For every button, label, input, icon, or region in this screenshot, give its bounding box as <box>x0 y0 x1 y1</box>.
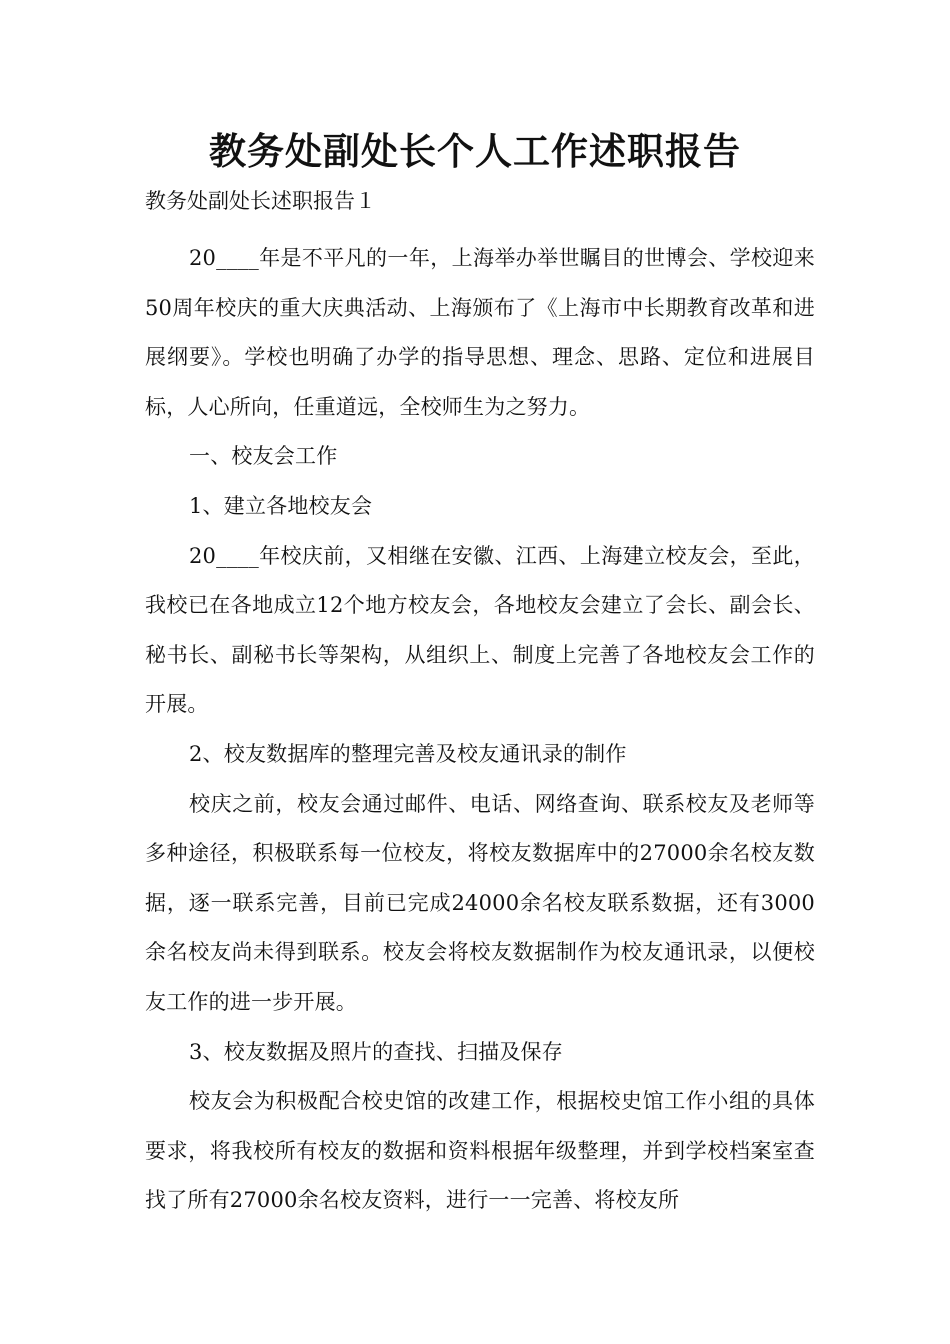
document-subtitle: 教务处副处长述职报告１ <box>145 189 376 213</box>
section-heading: 一、校友会工作 <box>189 444 338 469</box>
paragraph: 20____年是不平凡的一年，上海举办举世瞩目的世博会、学校迎来50周年校庆的重大庆典活动、上海颁布了《上海市中长期教育改革和进展纲要》。学校也明确了办学的指导思想、理念、思路、定位和进展目标，人心所向，任重道远，全校师生为之努力。 <box>145 246 815 419</box>
document-body <box>145 234 815 1226</box>
paragraph: 校友会为积极配合校史馆的改建工作，根据校史馆工作小组的具体要求，将我校所有校友的数据和资料根据年级整理，并到学校档案室查找了所有27000余名校友资料，进行一一完善、将校友所 <box>145 1089 815 1213</box>
paragraph: 20____年校庆前，又相继在安徽、江西、上海建立校友会，至此，我校已在各地成立12个地方校友会，各地校友会建立了会长、副会长、秘书长、副秘书长等架构，从组织上、制度上完善了各地校友会工作的开展。 <box>145 543 815 717</box>
subsection-heading: 1、建立各地校友会 <box>189 493 373 518</box>
paragraph: 校庆之前，校友会通过邮件、电话、网络查询、联系校友及老师等多种途径，积极联系每一位校友，将校友数据库中的27000余名校友数据，逐一联系完善，目前已完成24000余名校友联系数据，还有3000余名校友尚未得到联系。校友会将校友数据制作为校友通讯录，以便校友工作的进一步开展。 <box>145 791 815 1014</box>
subsection-heading: 2、校友数据库的整理完善及校友通讯录的制作 <box>189 741 627 766</box>
subsection-heading: 3、校友数据及照片的查找、扫描及保存 <box>189 1039 563 1064</box>
document-title: 教务处副处长个人工作述职报告 <box>209 130 741 173</box>
